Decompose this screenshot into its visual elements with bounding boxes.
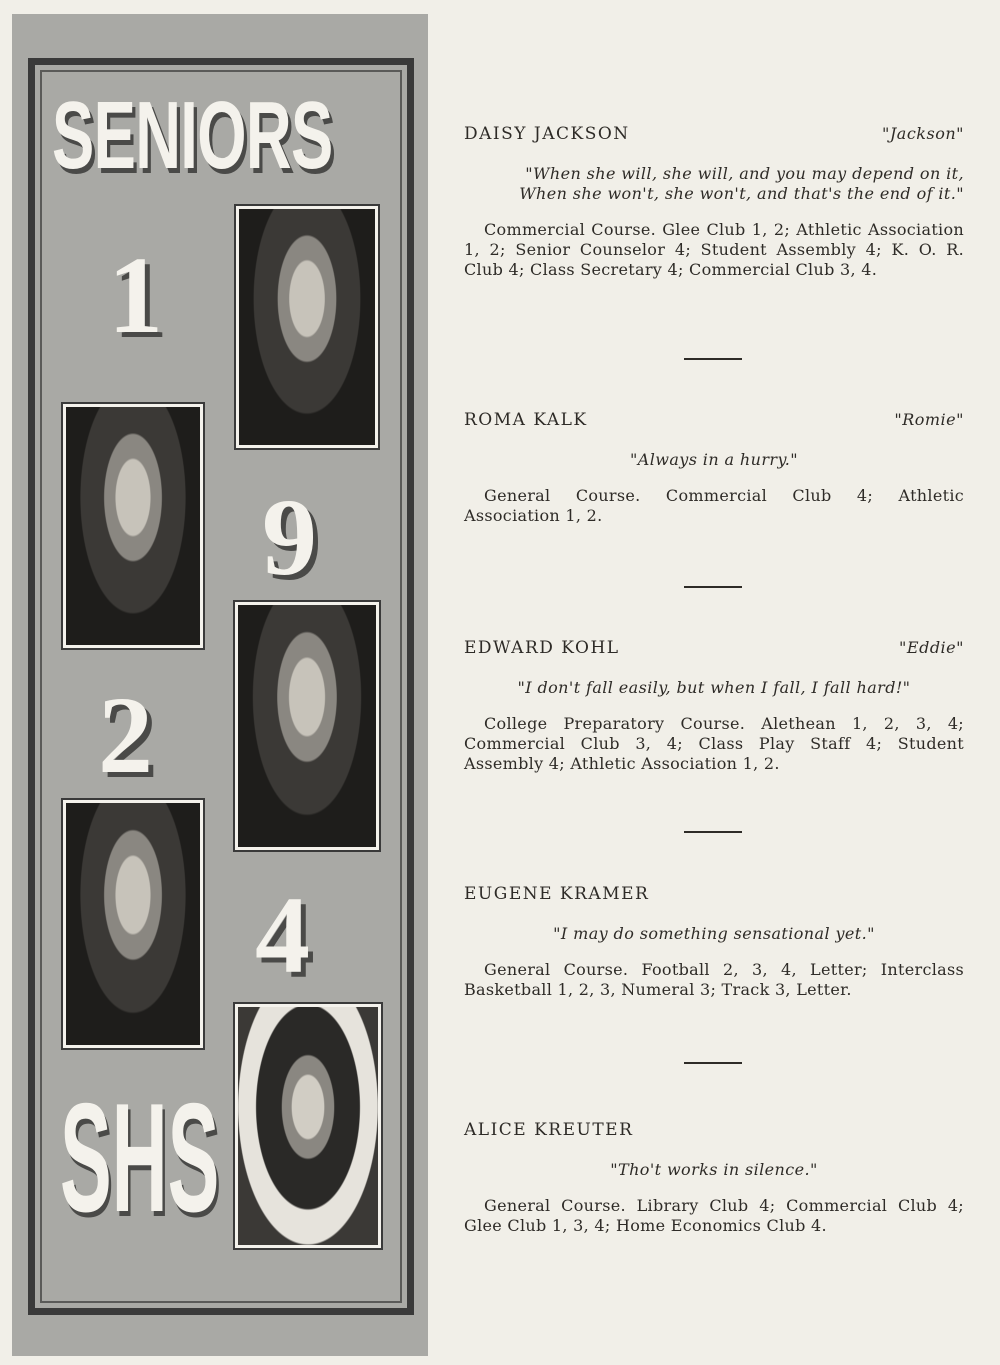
senior-quote: "Tho't works in silence." — [610, 1160, 818, 1179]
senior-entry — [464, 124, 964, 280]
senior-entry — [464, 1120, 964, 1236]
section-divider — [684, 358, 742, 360]
portrait-photo-alice-kreuter — [235, 1004, 381, 1248]
senior-quote-line: When she won't, she won't, and that's the end of it." — [519, 184, 964, 203]
senior-quote: "Always in a hurry." — [630, 450, 798, 469]
senior-quote: "I don't fall easily, but when I fall, I fall hard!" — [517, 678, 911, 697]
portrait-photo-edward-kohl — [235, 602, 379, 850]
senior-name: DAISY JACKSON — [464, 124, 630, 144]
senior-quote: "I may do something sensational yet." — [553, 924, 875, 943]
senior-quote-line: "When she will, she will, and you may depend on it, — [525, 164, 964, 183]
section-divider — [684, 586, 742, 588]
senior-activities: Commercial Course. Glee Club 1, 2; Athletic Association 1, 2; Senior Counselor 4; Student Assembly 4; K. O. R. Club 4; Class Secretary 4; Commercial Club 3, 4. — [464, 220, 964, 279]
portrait-photo-daisy-jackson — [236, 206, 378, 448]
senior-nickname: "Jackson" — [882, 124, 964, 143]
senior-name: EUGENE KRAMER — [464, 884, 650, 904]
school-initials: SHS — [60, 1071, 220, 1244]
portrait-photo-eugene-kramer — [63, 800, 203, 1048]
senior-name: EDWARD KOHL — [464, 638, 620, 658]
senior-quote — [464, 164, 964, 204]
senior-activities: General Course. Football 2, 3, 4, Letter; Interclass Basketball 1, 2, 3, Numeral 3; Track 3, Letter. — [464, 960, 964, 999]
senior-entry — [464, 410, 964, 526]
portrait-photo-roma-kalk — [63, 404, 203, 648]
seniors-heading: SENIORS — [52, 82, 333, 189]
section-divider — [684, 831, 742, 833]
senior-nickname: "Eddie" — [899, 638, 964, 657]
section-divider — [684, 1062, 742, 1064]
senior-nickname: "Romie" — [894, 410, 964, 429]
senior-entry — [464, 884, 964, 1000]
senior-name: ROMA KALK — [464, 410, 588, 430]
senior-activities: General Course. Library Club 4; Commercial Club 4; Glee Club 1, 3, 4; Home Economics Club 4. — [464, 1196, 964, 1235]
senior-entry — [464, 638, 964, 774]
year-digit-3: 2 — [98, 674, 153, 796]
senior-name: ALICE KREUTER — [464, 1120, 634, 1140]
year-digit-1: 1 — [108, 234, 163, 356]
year-digit-4: 4 — [255, 874, 310, 996]
senior-activities: College Preparatory Course. Alethean 1, 2, 3, 4; Commercial Club 3, 4; Class Play Staff 4; Student Assembly 4; Athletic Association 1, 2. — [464, 714, 964, 773]
year-digit-2: 9 — [262, 476, 317, 598]
senior-activities: General Course. Commercial Club 4; Athletic Association 1, 2. — [464, 486, 964, 525]
